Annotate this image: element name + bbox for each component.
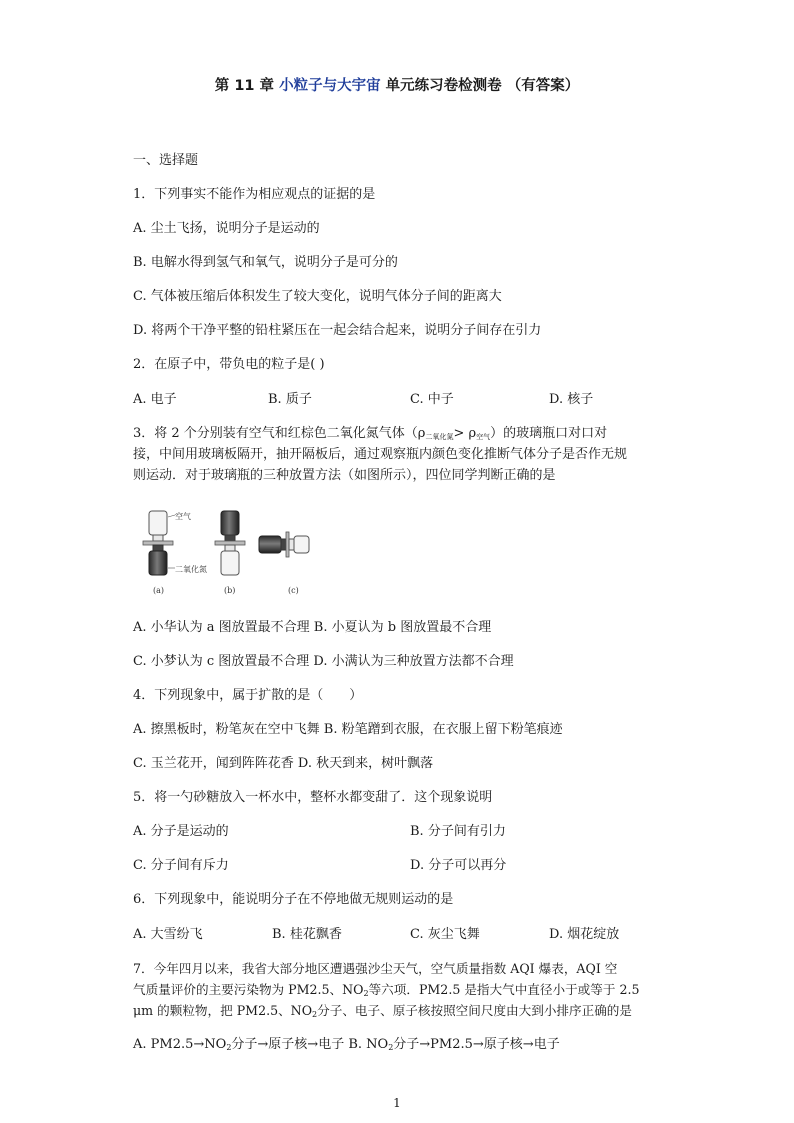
q2-stem: 2．在原子中，带负电的粒子是( ) [133, 357, 325, 372]
q7-opt-sub2: 2 [388, 1043, 394, 1052]
q1-stem: 1．下列事实不能作为相应观点的证据的是 [133, 187, 376, 202]
q7-l2-sub: 2 [363, 989, 369, 998]
q7-opt-pre: A. PM2.5→NO [133, 1037, 227, 1052]
q4-options-ab: A. 擦黑板时，粉笔灰在空中飞舞 B. 粉笔蹭到衣服，在衣服上留下粉笔痕迹 [133, 722, 563, 737]
q1-option-d: D. 将两个干净平整的铅柱紧压在一起会结合起来，说明分子间存在引力 [133, 323, 542, 338]
section-heading: 一、选择题 [133, 153, 199, 168]
q3-line-3: 则运动．对于玻璃瓶的三种放置方法（如图所示），四位同学判断正确的是 [133, 468, 556, 483]
q7-opt-sub1: 2 [226, 1043, 232, 1052]
figure-a [143, 511, 175, 575]
q6-option-c: C. 灰尘飞舞 [410, 927, 480, 942]
q5-option-b: B. 分子间有引力 [410, 824, 506, 839]
figure-label-a: (a) [153, 586, 165, 595]
q5-stem: 5．将一勺砂糖放入一杯水中，整杯水都变甜了．这个现象说明 [133, 790, 493, 805]
q2-option-a: A. 电子 [133, 392, 177, 407]
bottle-figure [135, 505, 310, 597]
q5-option-c: C. 分子间有斥力 [133, 858, 229, 873]
figure-b [215, 511, 245, 575]
q7-line-3 [133, 1002, 632, 1023]
q7-opt-mid: 分子→原子核→电子 B. NO [231, 1037, 389, 1052]
q7-opt-post: 分子→PM2.5→原子核→电子 [393, 1037, 560, 1052]
q7-l2-pre: 气质量评价的主要污染物为 PM2.5、NO [133, 982, 364, 997]
q7-l3-pre: μm 的颗粒物，把 PM2.5、NO [133, 1003, 313, 1018]
q2-option-b: B. 质子 [268, 392, 312, 407]
figure-c [259, 532, 309, 557]
q3-line-2: 接，中间用玻璃板隔开，抽开隔板后，通过观察瓶内颜色变化推断气体分子是否作无规 [133, 447, 628, 462]
figure-label-c: (c) [288, 586, 299, 595]
q5-option-a: A. 分子是运动的 [133, 824, 229, 839]
q3-sub-no2: 二氧化氮 [425, 433, 454, 441]
q3-line-1 [133, 425, 607, 446]
q1-option-c: C. 气体被压缩后体积发生了较大变化，说明气体分子间的距离大 [133, 289, 502, 304]
q7-line-2 [133, 981, 640, 1002]
q2-option-c: C. 中子 [410, 392, 454, 407]
q3-l1-gt: > ρ [453, 426, 477, 441]
figure-label-b: (b) [224, 586, 236, 595]
figure-label-air: 空气 [175, 512, 191, 521]
q6-option-d: D. 烟花绽放 [549, 927, 620, 942]
q3-options-ab: A. 小华认为 a 图放置最不合理 B. 小夏认为 b 图放置最不合理 [133, 620, 492, 635]
q1-option-a: A. 尘土飞扬，说明分子是运动的 [133, 221, 320, 236]
q7-l3-post: 分子、电子、原子核按照空间尺度由大到小排序正确的是 [317, 1003, 632, 1018]
q7-l3-sub: 2 [312, 1010, 318, 1019]
q6-option-b: B. 桂花飘香 [272, 927, 342, 942]
q2-option-d: D. 核子 [549, 392, 594, 407]
title-suffix: 单元练习卷检测卷 （有答案） [385, 78, 580, 94]
page-number: 1 [393, 1096, 401, 1110]
title-highlight: 小粒子与大宇宙 [279, 78, 381, 94]
figure-label-no2: 二氧化氮 [175, 565, 207, 574]
q3-l1-pre: 3．将 2 个分别装有空气和红棕色二氧化氮气体（ρ [133, 426, 426, 441]
page-title [0, 74, 794, 95]
q3-l1-post: ）的玻璃瓶口对口对 [490, 426, 608, 441]
title-prefix: 第 11 章 [214, 78, 275, 94]
q6-stem: 6．下列现象中，能说明分子在不停地做无规则运动的是 [133, 892, 454, 907]
q1-option-b: B. 电解水得到氢气和氧气，说明分子是可分的 [133, 255, 398, 270]
q7-options-ab [133, 1036, 560, 1056]
q7-l2-post: 等六项．PM2.5 是指大气中直径小于或等于 2.5 [368, 982, 640, 997]
q3-options-cd: C. 小梦认为 c 图放置最不合理 D. 小满认为三种放置方法都不合理 [133, 654, 514, 669]
q7-line-1: 7．今年四月以来，我省大部分地区遭遇强沙尘天气，空气质量指数 AQI 爆表，AQI 空 [133, 961, 618, 976]
q4-stem: 4．下列现象中，属于扩散的是（ ） [133, 688, 363, 703]
q5-option-d: D. 分子可以再分 [410, 858, 507, 873]
q4-options-cd: C. 玉兰花开，闻到阵阵花香 D. 秋天到来，树叶飘落 [133, 756, 434, 771]
q3-sub-air: 空气 [476, 433, 491, 441]
q6-option-a: A. 大雪纷飞 [133, 927, 203, 942]
